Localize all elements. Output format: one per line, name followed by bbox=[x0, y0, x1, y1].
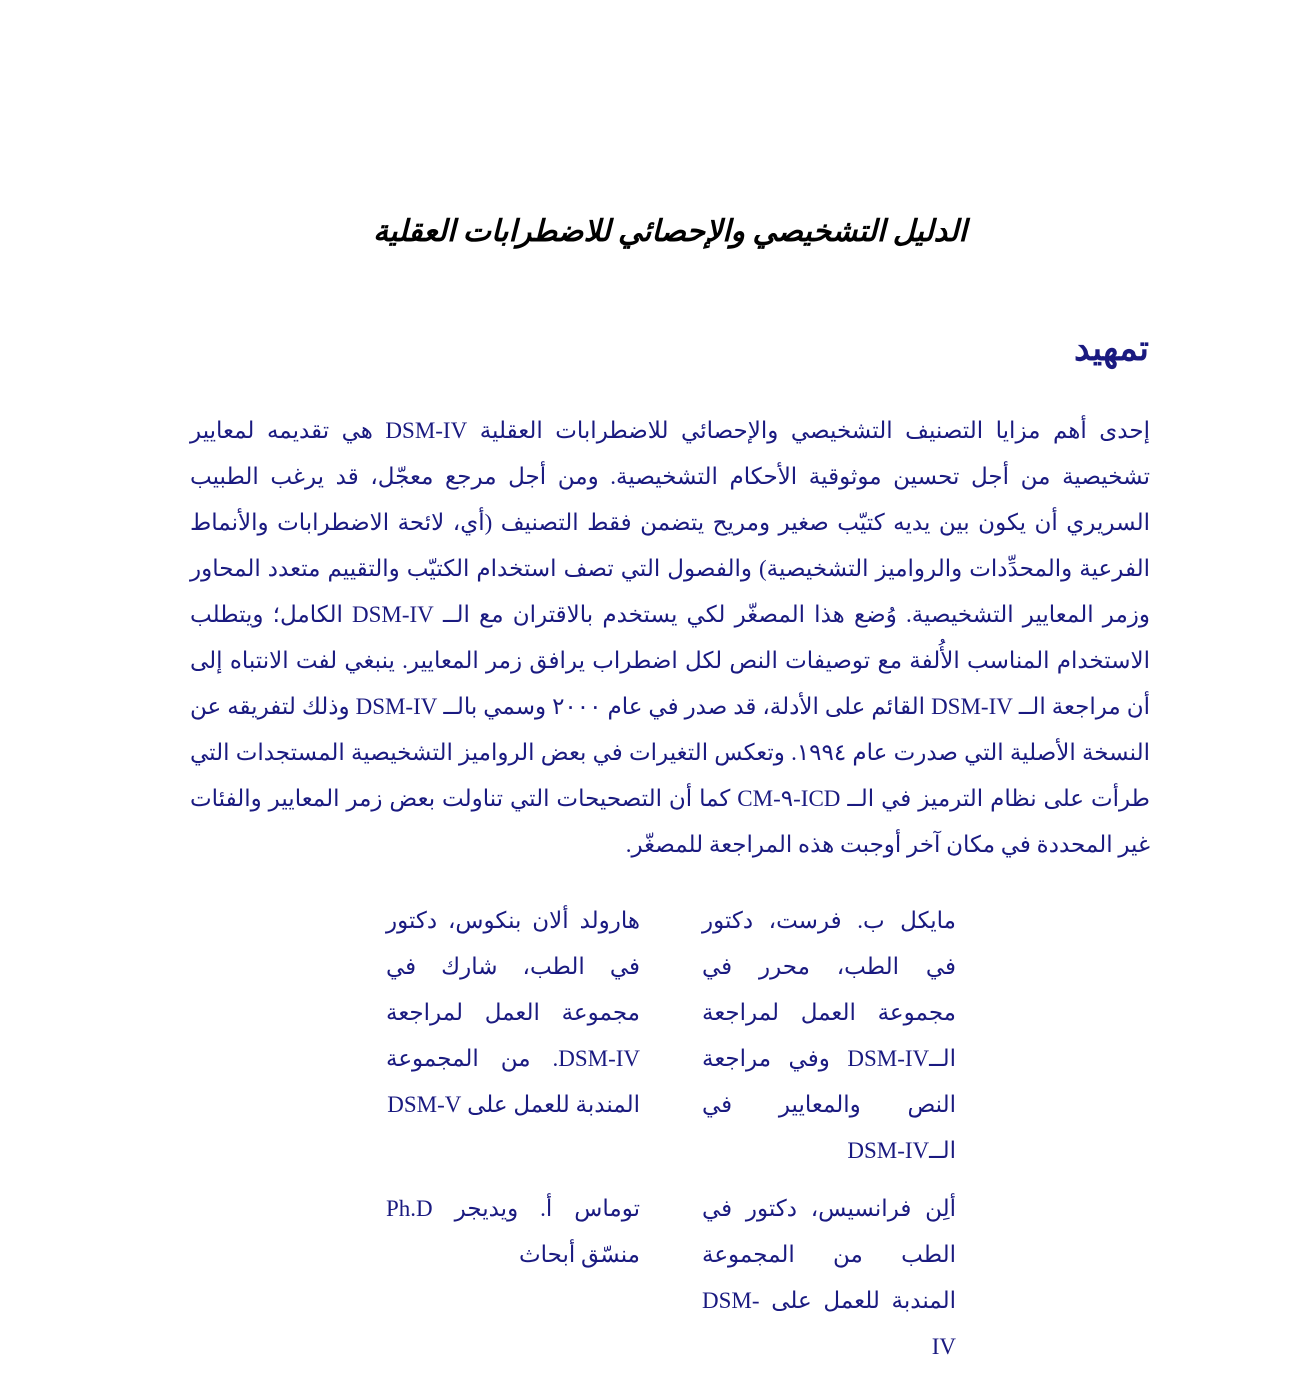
document-title: الدليل التشخيصي والإحصائي للاضطرابات العقلية bbox=[373, 215, 967, 248]
author-harold-pincus: هارولد ألان بنكوس، دكتور في الطب، شارك في مجموعة العمل لمراجعة DSM-IV. من المجموعة المندبة للعمل على DSM-V bbox=[386, 908, 640, 1117]
intro-paragraph: إحدى أهم مزايا التصنيف التشخيصي والإحصائي للاضطرابات العقلية DSM-IV هي تقديمه لمعايير تشخيصية من أجل تحسين موثوقية الأحكام التشخيصية. ومن أجل مرجع معجّل، قد يرغب الطبيب السريري أن يكون بين يديه كتيّب صغير ومريح يتضمن فقط التصنيف (أي، لائحة الاضطرابات والأنماط الفرعية والمحدِّدات والرواميز التشخيصية) والفصول التي تصف استخدام الكتيّب والتقييم متعدد المحاور وزمر المعايير التشخيصية. وُضع هذا المصغّر لكي يستخدم بالاقتران مع الــ DSM-IV الكامل؛ ويتطلب الاستخدام المناسب الأُلفة مع توصيفات النص لكل اضطراب يرافق زمر المعايير. ينبغي لفت الانتباه إلى أن مراجعة الــ DSM-IV القائم على الأدلة، قد صدر في عام ٢٠٠٠ وسمي بالــ DSM-IV وذلك لتفريقه عن النسخة الأصلية التي صدرت عام ١٩٩٤. وتعكس التغيرات في بعض الرواميز التشخيصية المستجدات التي طرأت على نظام الترميز في الــ ICD-٩-CM كما أن التصحيحات التي تناولت بعض زمر المعايير والفئات غير المحددة في مكان آخر أوجبت هذه المراجعة للمصغّر. bbox=[190, 418, 1150, 857]
author-allen-frances: ألِن فرانسيس، دكتور في الطب من المجموعة المندبة للعمل على DSM-IV bbox=[702, 1196, 956, 1359]
section-heading: تمهيد bbox=[1073, 329, 1149, 368]
author-thomas-widiger: توماس أ. ويديجر Ph.D منسّق أبحاث bbox=[386, 1196, 640, 1267]
author-row bbox=[386, 1186, 956, 1370]
author-row bbox=[386, 898, 956, 1174]
author-michael-first: مايكل ب. فرست، دكتور في الطب، محرر في مجموعة العمل لمراجعة الــDSM-IV وفي مراجعة النص والمعايير في الــDSM-IV bbox=[702, 908, 956, 1163]
authors-block bbox=[386, 898, 956, 1382]
